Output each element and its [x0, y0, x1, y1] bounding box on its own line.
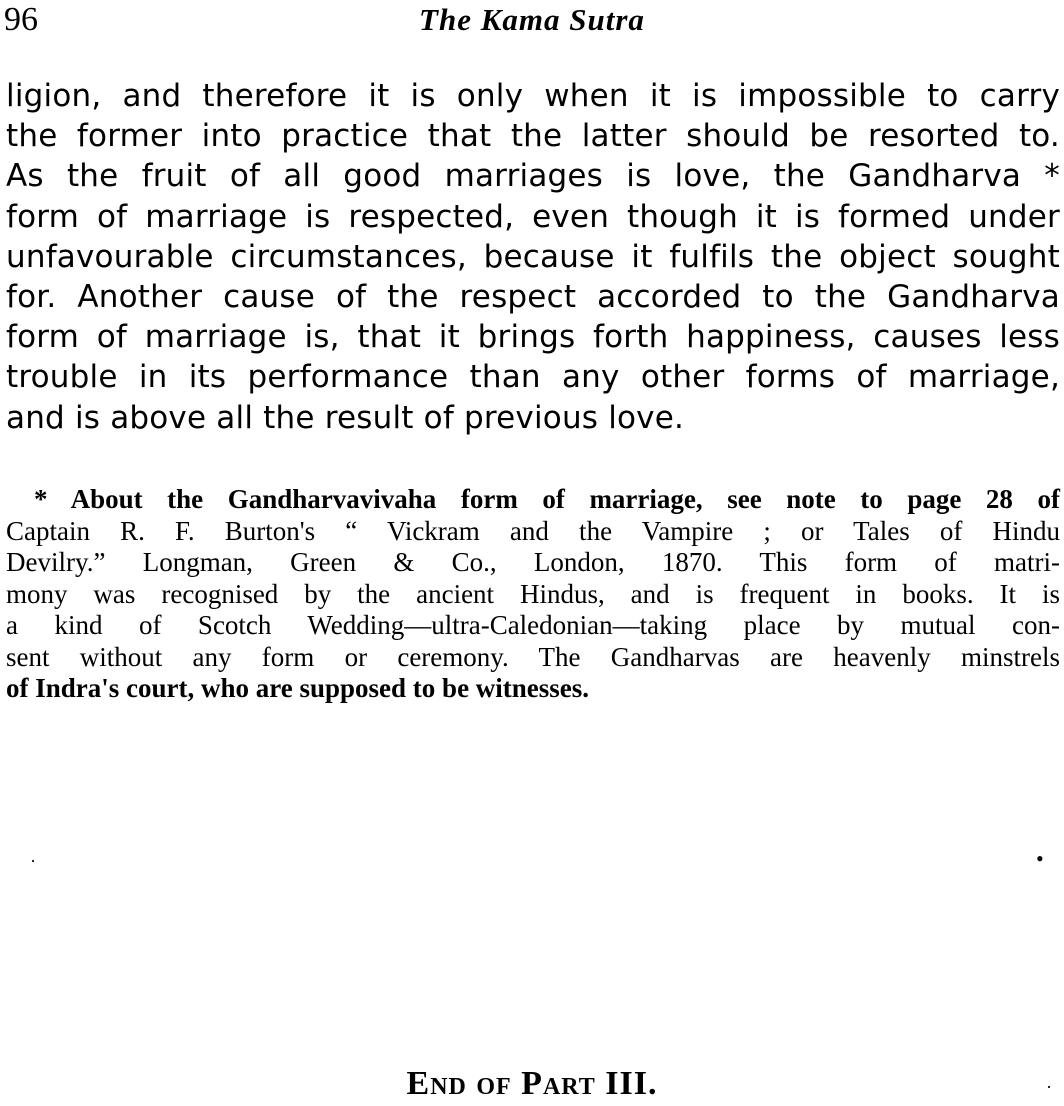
footnote-line: sent without any form or ceremony. The Gandharvas are heavenly minstrels	[6, 641, 1060, 672]
body-paragraph	[6, 76, 1060, 438]
footnote-line: a kind of Scotch Wedding—ultra-Caledonian—taking place by mutual con-	[6, 610, 1060, 640]
body-line: ligion, and therefore it is only when it is impossible to carry	[6, 78, 1060, 114]
footnote-line: Devilry.” Longman, Green & Co., London, 1870. This form of matri-	[6, 547, 1060, 577]
footnote-line: * About the Gandharvavivaha form of marriage, see note to page 28 of	[34, 484, 1060, 514]
footnote-line: mony was recognised by the ancient Hindus, and is frequent in books. It is	[6, 578, 1060, 609]
running-title: The Kama Sutra	[419, 2, 645, 37]
end-of-part-heading: End of Part III.	[406, 1065, 658, 1102]
body-line: trouble in its performance than any other forms of marriage,	[6, 359, 1060, 396]
body-line: and is above all the result of previous love.	[6, 399, 685, 436]
footnote-line: Captain R. F. Burton's “ Vickram and the Vampire ; or Tales of Hindu	[6, 515, 1060, 546]
ink-speck-mark: ·	[1046, 1077, 1052, 1097]
ink-speck-mark: ·	[30, 851, 36, 871]
ink-speck-mark: •	[1036, 846, 1044, 871]
body-line: the former into practice that the latter should be resorted to.	[6, 118, 1060, 155]
body-line: unfavourable circumstances, because it fulfils the object sought	[6, 238, 1060, 275]
page-number: 96	[4, 1, 38, 38]
footnote-line: of Indra's court, who are supposed to be witnesses.	[6, 673, 590, 703]
body-line: form of marriage is, that it brings forth happiness, causes less	[6, 319, 1060, 356]
body-line: As the fruit of all good marriages is love, the Gandharva *	[6, 158, 1060, 195]
body-line: for. Another cause of the respect accorded to the Gandharva	[6, 278, 1060, 315]
footnote	[6, 484, 1060, 705]
body-line: form of marriage is respected, even though it is formed under	[6, 198, 1060, 235]
page-header	[0, 0, 1064, 40]
